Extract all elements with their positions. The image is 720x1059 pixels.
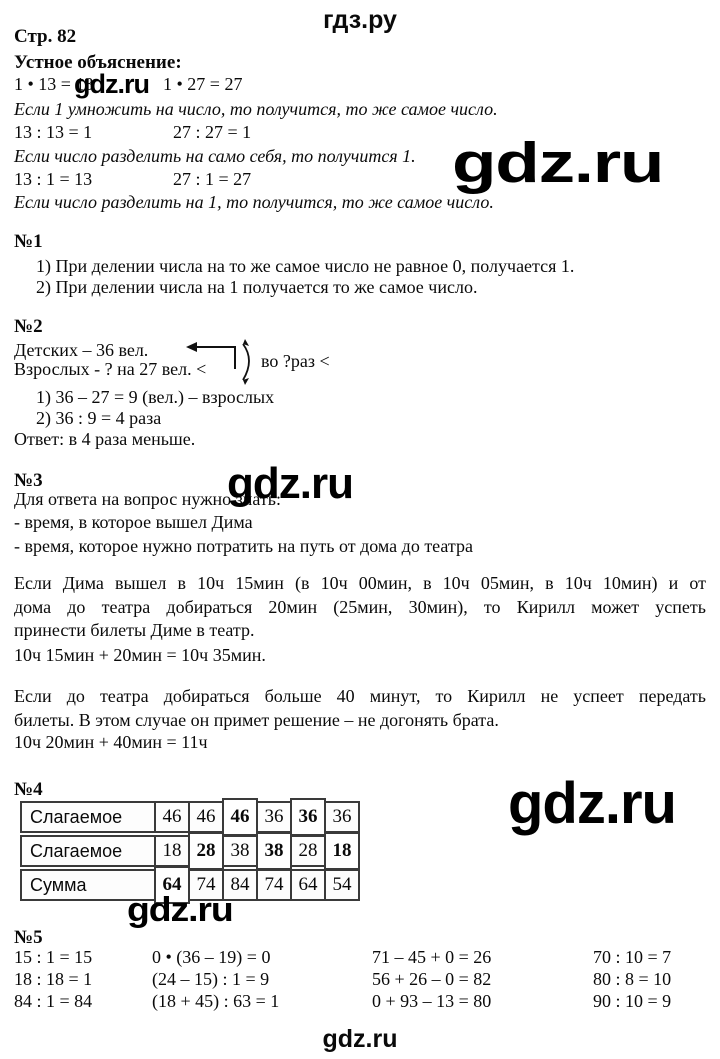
- table-cell: 46: [188, 801, 224, 833]
- task3-bullet: - время, которое нужно потратить на путь от дома до театра: [14, 536, 473, 556]
- site-header-logo: гдз.ру: [323, 6, 397, 34]
- gdz-footer-logo: gdz.ru: [322, 1025, 398, 1053]
- equation: 13 : 1 = 13: [14, 169, 93, 189]
- table-cell: 54: [324, 869, 360, 901]
- table-cell: 74: [188, 869, 224, 901]
- gdz-watermark: gdz.ru: [74, 69, 149, 99]
- task5-column: [152, 946, 279, 1012]
- task1-item: 1) При делении числа на то же самое число не равное 0, получается 1.: [36, 256, 575, 276]
- table-cell-answer: 36: [290, 798, 326, 836]
- gdz-watermark: gdz.ru: [127, 891, 233, 929]
- equation: 1 • 27 = 27: [163, 74, 243, 94]
- row-header: Сумма: [20, 869, 156, 901]
- page-title: Стр. 82: [14, 26, 77, 47]
- table-cell: 74: [256, 869, 292, 901]
- table-cell: 18: [154, 835, 190, 867]
- table-cell: 84: [222, 869, 258, 901]
- task3-paragraph: [14, 685, 706, 732]
- comparison-arrow-diagram: [185, 338, 259, 386]
- equation: 56 + 26 – 0 = 82: [372, 969, 492, 989]
- table-cell: 64: [290, 869, 326, 901]
- task3-intro: Для ответа на вопрос нужно знать:: [14, 489, 282, 509]
- task2-step: 2) 36 : 9 = 4 раза: [36, 408, 162, 428]
- table-cell-answer: 28: [188, 832, 224, 870]
- rule-text: Если число разделить на само себя, то получится 1.: [14, 146, 416, 166]
- paragraph-line: принести билеты Диме в театр.: [14, 620, 255, 640]
- equation: 13 : 13 = 1: [14, 122, 93, 142]
- table-cell-answer: 38: [256, 832, 292, 870]
- rule-text: Если 1 умножить на число, то получится, то же самое число.: [14, 99, 498, 119]
- equation: 27 : 27 = 1: [173, 122, 252, 142]
- table-cell-answer: 18: [324, 832, 360, 870]
- row-header: Слагаемое: [20, 835, 156, 867]
- table-row: [20, 835, 360, 867]
- task1-item: 2) При делении числа на 1 получается то же самое число.: [36, 277, 478, 297]
- equation: 70 : 10 = 7: [593, 947, 672, 967]
- addends-sum-table: [20, 801, 360, 903]
- paragraph-line: Если до театра добираться больше 40 минут, то Кирилл не успеет передать: [14, 686, 706, 706]
- task1-label: №1: [14, 231, 43, 252]
- equation: (24 – 15) : 1 = 9: [152, 969, 270, 989]
- table-cell: 46: [154, 801, 190, 833]
- paragraph-line: Если Дима вышел в 10ч 15мин (в 10ч 00мин, в 10ч 05мин, в 10ч 10мин) и от: [14, 573, 706, 593]
- table-row: [20, 801, 360, 833]
- equation: 0 • (36 – 19) = 0: [152, 947, 271, 967]
- task5-label: №5: [14, 927, 43, 948]
- equation: 27 : 1 = 27: [173, 169, 252, 189]
- equation: 71 – 45 + 0 = 26: [372, 947, 492, 967]
- equation: (18 + 45) : 63 = 1: [152, 991, 280, 1011]
- table-cell: 28: [290, 835, 326, 867]
- task5-column: [14, 946, 92, 1012]
- oral-explanation-heading: Устное объяснение:: [14, 52, 182, 73]
- task3-paragraph: [14, 572, 706, 643]
- gdz-watermark: gdz.ru: [227, 459, 353, 508]
- equation: 18 : 18 = 1: [14, 969, 93, 989]
- task3-bullet: - время, в которое вышел Дима: [14, 512, 253, 532]
- task2-label: №2: [14, 316, 43, 337]
- row-header: Слагаемое: [20, 801, 156, 833]
- task2-brace-label: во ?раз <: [261, 351, 330, 371]
- task5-column: [593, 946, 671, 1012]
- table-cell-answer: 64: [154, 866, 190, 904]
- task2-answer: Ответ: в 4 раза меньше.: [14, 429, 196, 449]
- task2-given-line: Взрослых - ? на 27 вел. <: [14, 359, 207, 379]
- equation: 90 : 10 = 9: [593, 991, 672, 1011]
- rule-text: Если число разделить на 1, то получится, то же самое число.: [14, 192, 494, 212]
- task2-step: 1) 36 – 27 = 9 (вел.) – взрослых: [36, 387, 275, 407]
- table-cell: 38: [222, 835, 258, 867]
- task5-column: [372, 946, 491, 1012]
- task4-label: №4: [14, 779, 43, 800]
- task2-given-line: Детских – 36 вел.: [14, 340, 149, 360]
- task3-equation: 10ч 20мин + 40мин = 11ч: [14, 732, 208, 752]
- equation: 0 + 93 – 13 = 80: [372, 991, 492, 1011]
- table-cell-answer: 46: [222, 798, 258, 836]
- task3-label: №3: [14, 470, 43, 491]
- task3-equation: 10ч 15мин + 20мин = 10ч 35мин.: [14, 645, 266, 665]
- table-cell: 36: [256, 801, 292, 833]
- paragraph-line: дома до театра добираться 20мин (25мин, 30мин), то Кирилл может успеть: [14, 596, 706, 617]
- equation: 1 • 13 = 13: [14, 74, 94, 94]
- equation-line: [14, 169, 251, 190]
- equation-line: [14, 122, 251, 143]
- paragraph-line: билеты. В этом случае он примет решение – не догонять брата.: [14, 709, 499, 730]
- table-cell: 36: [324, 801, 360, 833]
- gdz-watermark: gdz.ru: [452, 131, 664, 195]
- gdz-watermark: gdz.ru: [508, 771, 676, 836]
- equation: 15 : 1 = 15: [14, 947, 93, 967]
- equation: 84 : 1 = 84: [14, 991, 93, 1011]
- equation: 80 : 8 = 10: [593, 969, 672, 989]
